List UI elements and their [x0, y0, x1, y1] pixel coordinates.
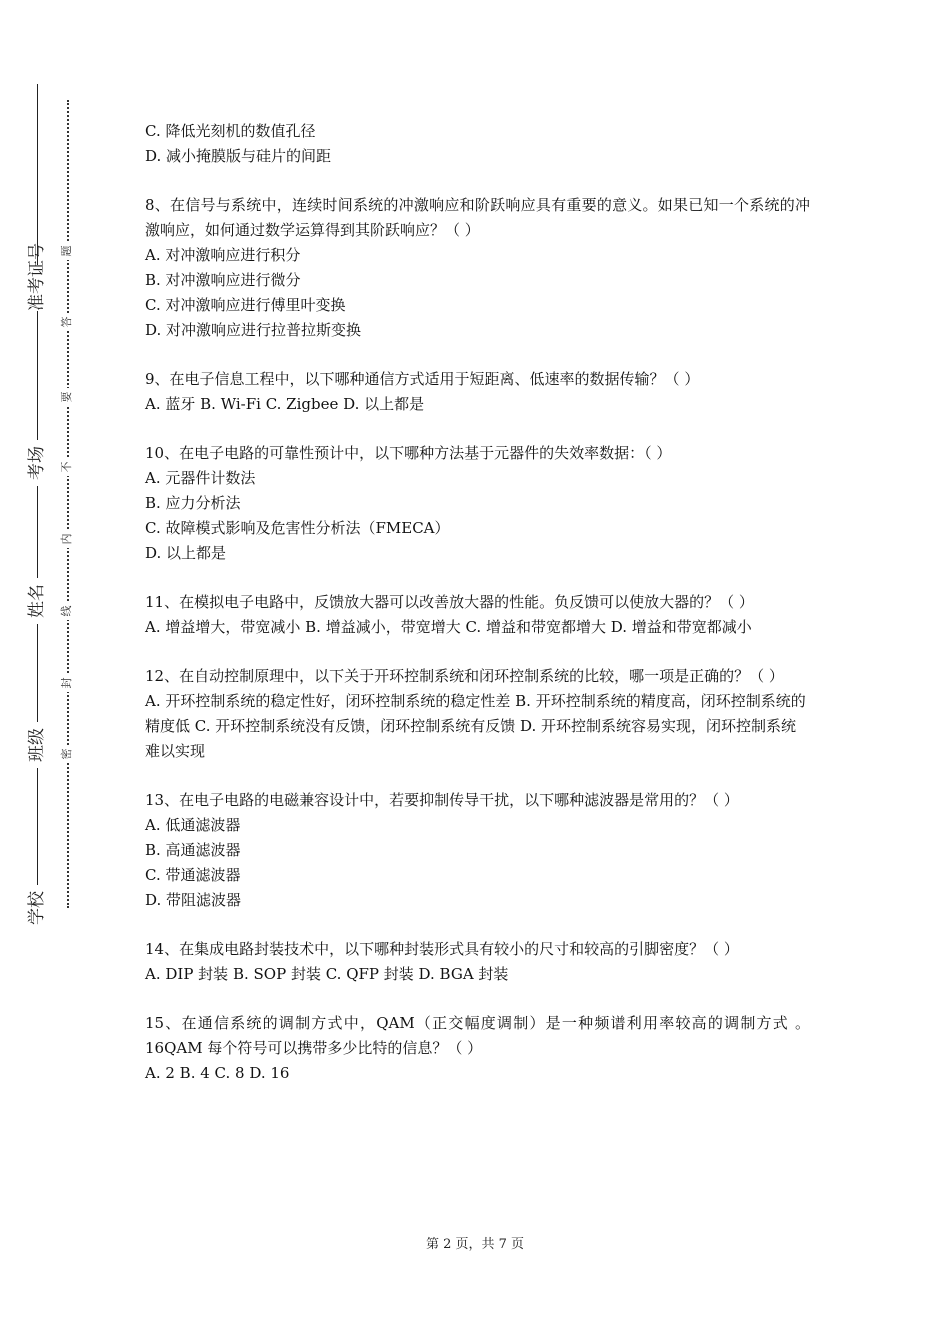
question-text: 9、在电子信息工程中，以下哪种通信方式适用于短距离、低速率的数据传输？（ ） — [145, 370, 700, 388]
question-12 — [145, 664, 810, 764]
field-label-school: 学校 — [14, 885, 60, 931]
field-label-class: 班级 — [14, 722, 60, 768]
option: C. 带通滤波器 — [145, 866, 241, 884]
question-text: 10、在电子电路的可靠性预计中，以下哪种方法基于元器件的失效率数据：（ ） — [145, 444, 672, 462]
option: C. 降低光刻机的数值孔径 — [145, 122, 316, 140]
question-text: 12、在自动控制原理中，以下关于开环控制系统和闭环控制系统的比较，哪一项是正确的？（ ） — [145, 667, 784, 685]
option: A. 蓝牙 B. Wi-Fi C. Zigbee D. 以上都是 — [145, 395, 425, 413]
seal-char: 内 — [58, 530, 76, 548]
seal-char: 答 — [58, 313, 76, 331]
option: C. 对冲激响应进行傅里叶变换 — [145, 296, 346, 314]
seal-char: 不 — [58, 458, 76, 476]
page-number: 第 2 页，共 7 页 — [425, 1237, 525, 1252]
option: A. 对冲激响应进行积分 — [145, 246, 301, 264]
option: D. 以上都是 — [145, 544, 227, 562]
question-9 — [145, 367, 810, 417]
option: C. 故障模式影响及危害性分析法（FMECA） — [145, 519, 450, 537]
seal-dotted-line — [67, 100, 69, 908]
option: A. 增益增大，带宽减小 B. 增益减小，带宽增大 C. 增益和带宽都增大 D. 增益和带宽都减小 — [145, 618, 752, 636]
question-text: 8、在信号与系统中，连续时间系统的冲激响应和阶跃响应具有重要的意义。如果已知一个系统的冲激响应，如何通过数学运算得到其阶跃响应？（ ） — [145, 196, 810, 239]
option: B. 对冲激响应进行微分 — [145, 271, 301, 289]
question-text: 11、在模拟电子电路中，反馈放大器可以改善放大器的性能。负反馈可以使放大器的？（ ） — [145, 593, 754, 611]
seal-char: 封 — [58, 674, 76, 692]
option: B. 应力分析法 — [145, 494, 241, 512]
question-15 — [145, 1011, 810, 1086]
option: A. DIP 封装 B. SOP 封装 C. QFP 封装 D. BGA 封装 — [145, 965, 509, 983]
seal-char: 要 — [58, 388, 76, 406]
question-text: 15、在通信系统的调制方式中，QAM（正交幅度调制）是一种频谱利用率较高的调制方式 。16QAM 每个符号可以携带多少比特的信息？（ ） — [145, 1014, 810, 1057]
question-8 — [145, 193, 810, 343]
seal-char: 题 — [58, 242, 76, 260]
field-label-exam-number: 准考证号 — [14, 265, 60, 311]
seal-char: 密 — [58, 745, 76, 763]
option: D. 带阻滤波器 — [145, 891, 242, 909]
option: D. 对冲激响应进行拉普拉斯变换 — [145, 321, 362, 339]
question-13 — [145, 788, 810, 913]
question-list — [145, 119, 810, 1110]
question-14 — [145, 937, 810, 987]
binding-line — [37, 84, 38, 929]
option: A. 低通滤波器 — [145, 816, 241, 834]
carryover-options — [145, 119, 810, 169]
seal-char: 线 — [58, 602, 76, 620]
question-11 — [145, 590, 810, 640]
option: D. 减小掩膜版与硅片的间距 — [145, 147, 332, 165]
option: A. 2 B. 4 C. 8 D. 16 — [145, 1064, 290, 1082]
option: B. 高通滤波器 — [145, 841, 241, 859]
field-label-exam-room: 考场 — [14, 440, 60, 486]
option: A. 元器件计数法 — [145, 469, 256, 487]
question-10 — [145, 441, 810, 566]
question-text: 13、在电子电路的电磁兼容设计中，若要抑制传导干扰，以下哪种滤波器是常用的？（ ） — [145, 791, 739, 809]
option: A. 开环控制系统的稳定性好，闭环控制系统的稳定性差 B. 开环控制系统的精度高，闭环控制系统的精度低 C. 开环控制系统没有反馈，闭环控制系统有反馈 D. 开环控制系统容易实现，闭环控制系统难以实现 — [145, 692, 806, 760]
question-text: 14、在集成电路封装技术中，以下哪种封装形式具有较小的尺寸和较高的引脚密度？（ ） — [145, 940, 739, 958]
field-label-name: 姓名 — [14, 578, 60, 624]
